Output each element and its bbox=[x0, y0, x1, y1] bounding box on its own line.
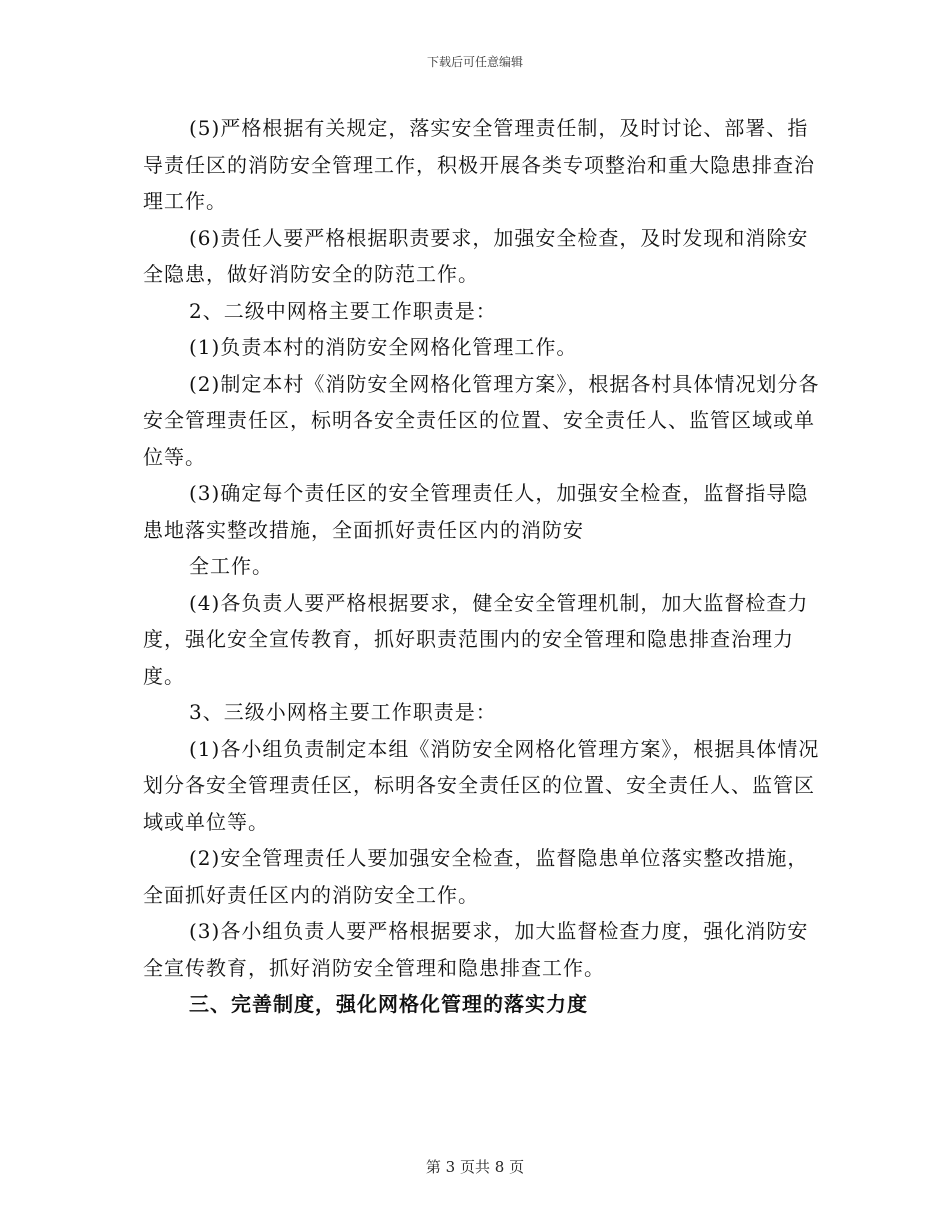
page-header: 下载后可任意编辑 bbox=[426, 55, 523, 69]
section-heading-level-3: 3、三级小网格主要工作职责是： bbox=[189, 700, 497, 724]
page-footer: 第 3 页共 8 页 bbox=[425, 1158, 525, 1176]
paragraph-2-3: (3)确定每个责任区的安全管理责任人，加强安全检查，监督指导隐患地落实整改措施，全面抓好责任区内的消防安 bbox=[143, 481, 809, 542]
paragraph-6: (6)责任人要严格根据职责要求，加强安全检查，及时发现和消除安全隐患，做好消防安全的防范工作。 bbox=[143, 225, 809, 286]
paragraph-5: (5)严格根据有关规定，落实安全管理责任制，及时讨论、部署、指导责任区的消防安全管理工作，积极开展各类专项整治和重大隐患排查治理工作。 bbox=[143, 116, 815, 213]
section-heading-three: 三、完善制度，强化网格化管理的落实力度 bbox=[189, 992, 588, 1016]
paragraph-3-1: (1)各小组负责制定本组《消防安全网格化管理方案》，根据具体情况划分各安全管理责任区，标明各安全责任区的位置、安全责任人、监管区域或单位等。 bbox=[143, 736, 820, 834]
paragraph-2-3-continued: 全工作。 bbox=[189, 554, 273, 578]
section-heading-level-2: 2、二级中网格主要工作职责是： bbox=[189, 298, 497, 323]
paragraph-2-4: (4)各负责人要严格根据要求，健全安全管理机制，加大监督检查力度，强化安全宣传教育，抓好职责范围内的安全管理和隐患排查治理力度。 bbox=[143, 590, 809, 688]
document-body bbox=[143, 110, 823, 1023]
paragraph-3-3: (3)各小组负责人要严格根据要求，加大监督检查力度，强化消防安全宣传教育，抓好消防安全管理和隐患排查工作。 bbox=[143, 919, 809, 980]
paragraph-2-1: (1)负责本村的消防安全网格化管理工作。 bbox=[189, 335, 578, 359]
paragraph-2-2: (2)制定本村《消防安全网格化管理方案》，根据各村具体情况划分各安全管理责任区，标明各安全责任区的位置、安全责任人、监管区域或单位等。 bbox=[143, 371, 820, 469]
paragraph-3-2: (2)安全管理责任人要加强安全检查，监督隐患单位落实整改措施，全面抓好责任区内的消防安全工作。 bbox=[143, 846, 809, 907]
